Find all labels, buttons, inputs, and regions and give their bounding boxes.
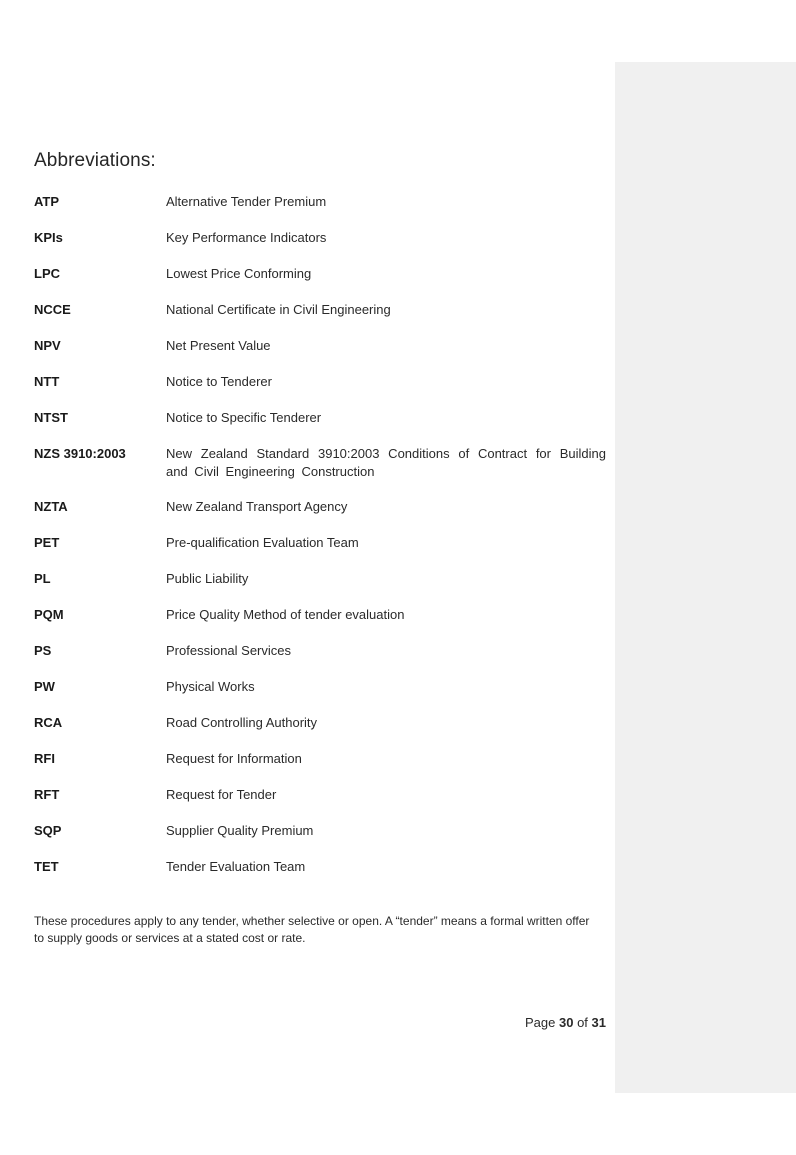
abbreviation-term: SQP	[34, 823, 62, 838]
abbreviation-definition: Key Performance Indicators	[166, 230, 327, 245]
abbreviation-term: PQM	[34, 607, 64, 622]
abbreviation-term: PL	[34, 571, 51, 586]
abbreviation-definition: National Certificate in Civil Engineering	[166, 302, 391, 317]
page-total: 31	[591, 1015, 606, 1030]
abbreviation-definition: New Zealand Standard 3910:2003 Conditions of Contract for Building and Civil Engineering Construction	[166, 446, 606, 479]
section-heading: Abbreviations:	[34, 150, 156, 171]
abbreviation-term: RFT	[34, 787, 60, 802]
abbreviation-definition: Supplier Quality Premium	[166, 823, 314, 838]
abbreviation-definition: Notice to Specific Tenderer	[166, 410, 322, 425]
abbreviation-term: PS	[34, 643, 52, 658]
abbreviation-definition: Net Present Value	[166, 338, 271, 353]
abbreviation-term: NTT	[34, 374, 60, 389]
abbreviation-term: KPIs	[34, 230, 63, 245]
abbreviation-definition: Public Liability	[166, 571, 249, 586]
procedures-note: These procedures apply to any tender, whether selective or open. A “tender” means a formal written offer to supply goods or services at a stated cost or rate.	[34, 914, 590, 945]
abbreviation-definition: Road Controlling Authority	[166, 715, 318, 730]
abbreviation-term: NZTA	[34, 499, 68, 514]
abbreviation-term: PET	[34, 535, 60, 550]
page-prefix: Page	[524, 1015, 556, 1030]
abbreviation-definition: Request for Information	[166, 751, 302, 766]
abbreviation-definition: Request for Tender	[166, 787, 277, 802]
abbreviation-definition: Pre-qualification Evaluation Team	[166, 535, 359, 550]
abbreviation-term: NTST	[34, 410, 68, 425]
page-separator: of	[577, 1015, 588, 1030]
abbreviation-term: NCCE	[34, 302, 71, 317]
abbreviation-term: RFI	[34, 751, 55, 766]
abbreviation-term: ATP	[34, 194, 60, 209]
abbreviation-definition: Tender Evaluation Team	[166, 859, 306, 874]
abbreviation-term: NZS 3910:2003	[34, 446, 126, 461]
abbreviation-term: RCA	[34, 715, 63, 730]
abbreviation-definition: Alternative Tender Premium	[166, 194, 327, 209]
abbreviation-term: LPC	[34, 266, 60, 281]
abbreviation-definition: Notice to Tenderer	[166, 374, 272, 389]
abbreviation-definition: Lowest Price Conforming	[166, 266, 312, 281]
comment-pane	[615, 62, 796, 1093]
abbreviation-definition: New Zealand Transport Agency	[166, 499, 348, 514]
abbreviation-definition: Professional Services	[166, 643, 291, 658]
abbreviation-definition: Price Quality Method of tender evaluation	[166, 607, 405, 622]
page-number	[525, 1015, 606, 1030]
page-current: 30	[558, 1015, 574, 1030]
abbreviation-term: TET	[34, 859, 59, 874]
document-page	[34, 0, 606, 1155]
abbreviation-term: PW	[34, 679, 55, 694]
abbreviation-definition: Physical Works	[166, 679, 255, 694]
abbreviation-term: NPV	[34, 338, 61, 353]
